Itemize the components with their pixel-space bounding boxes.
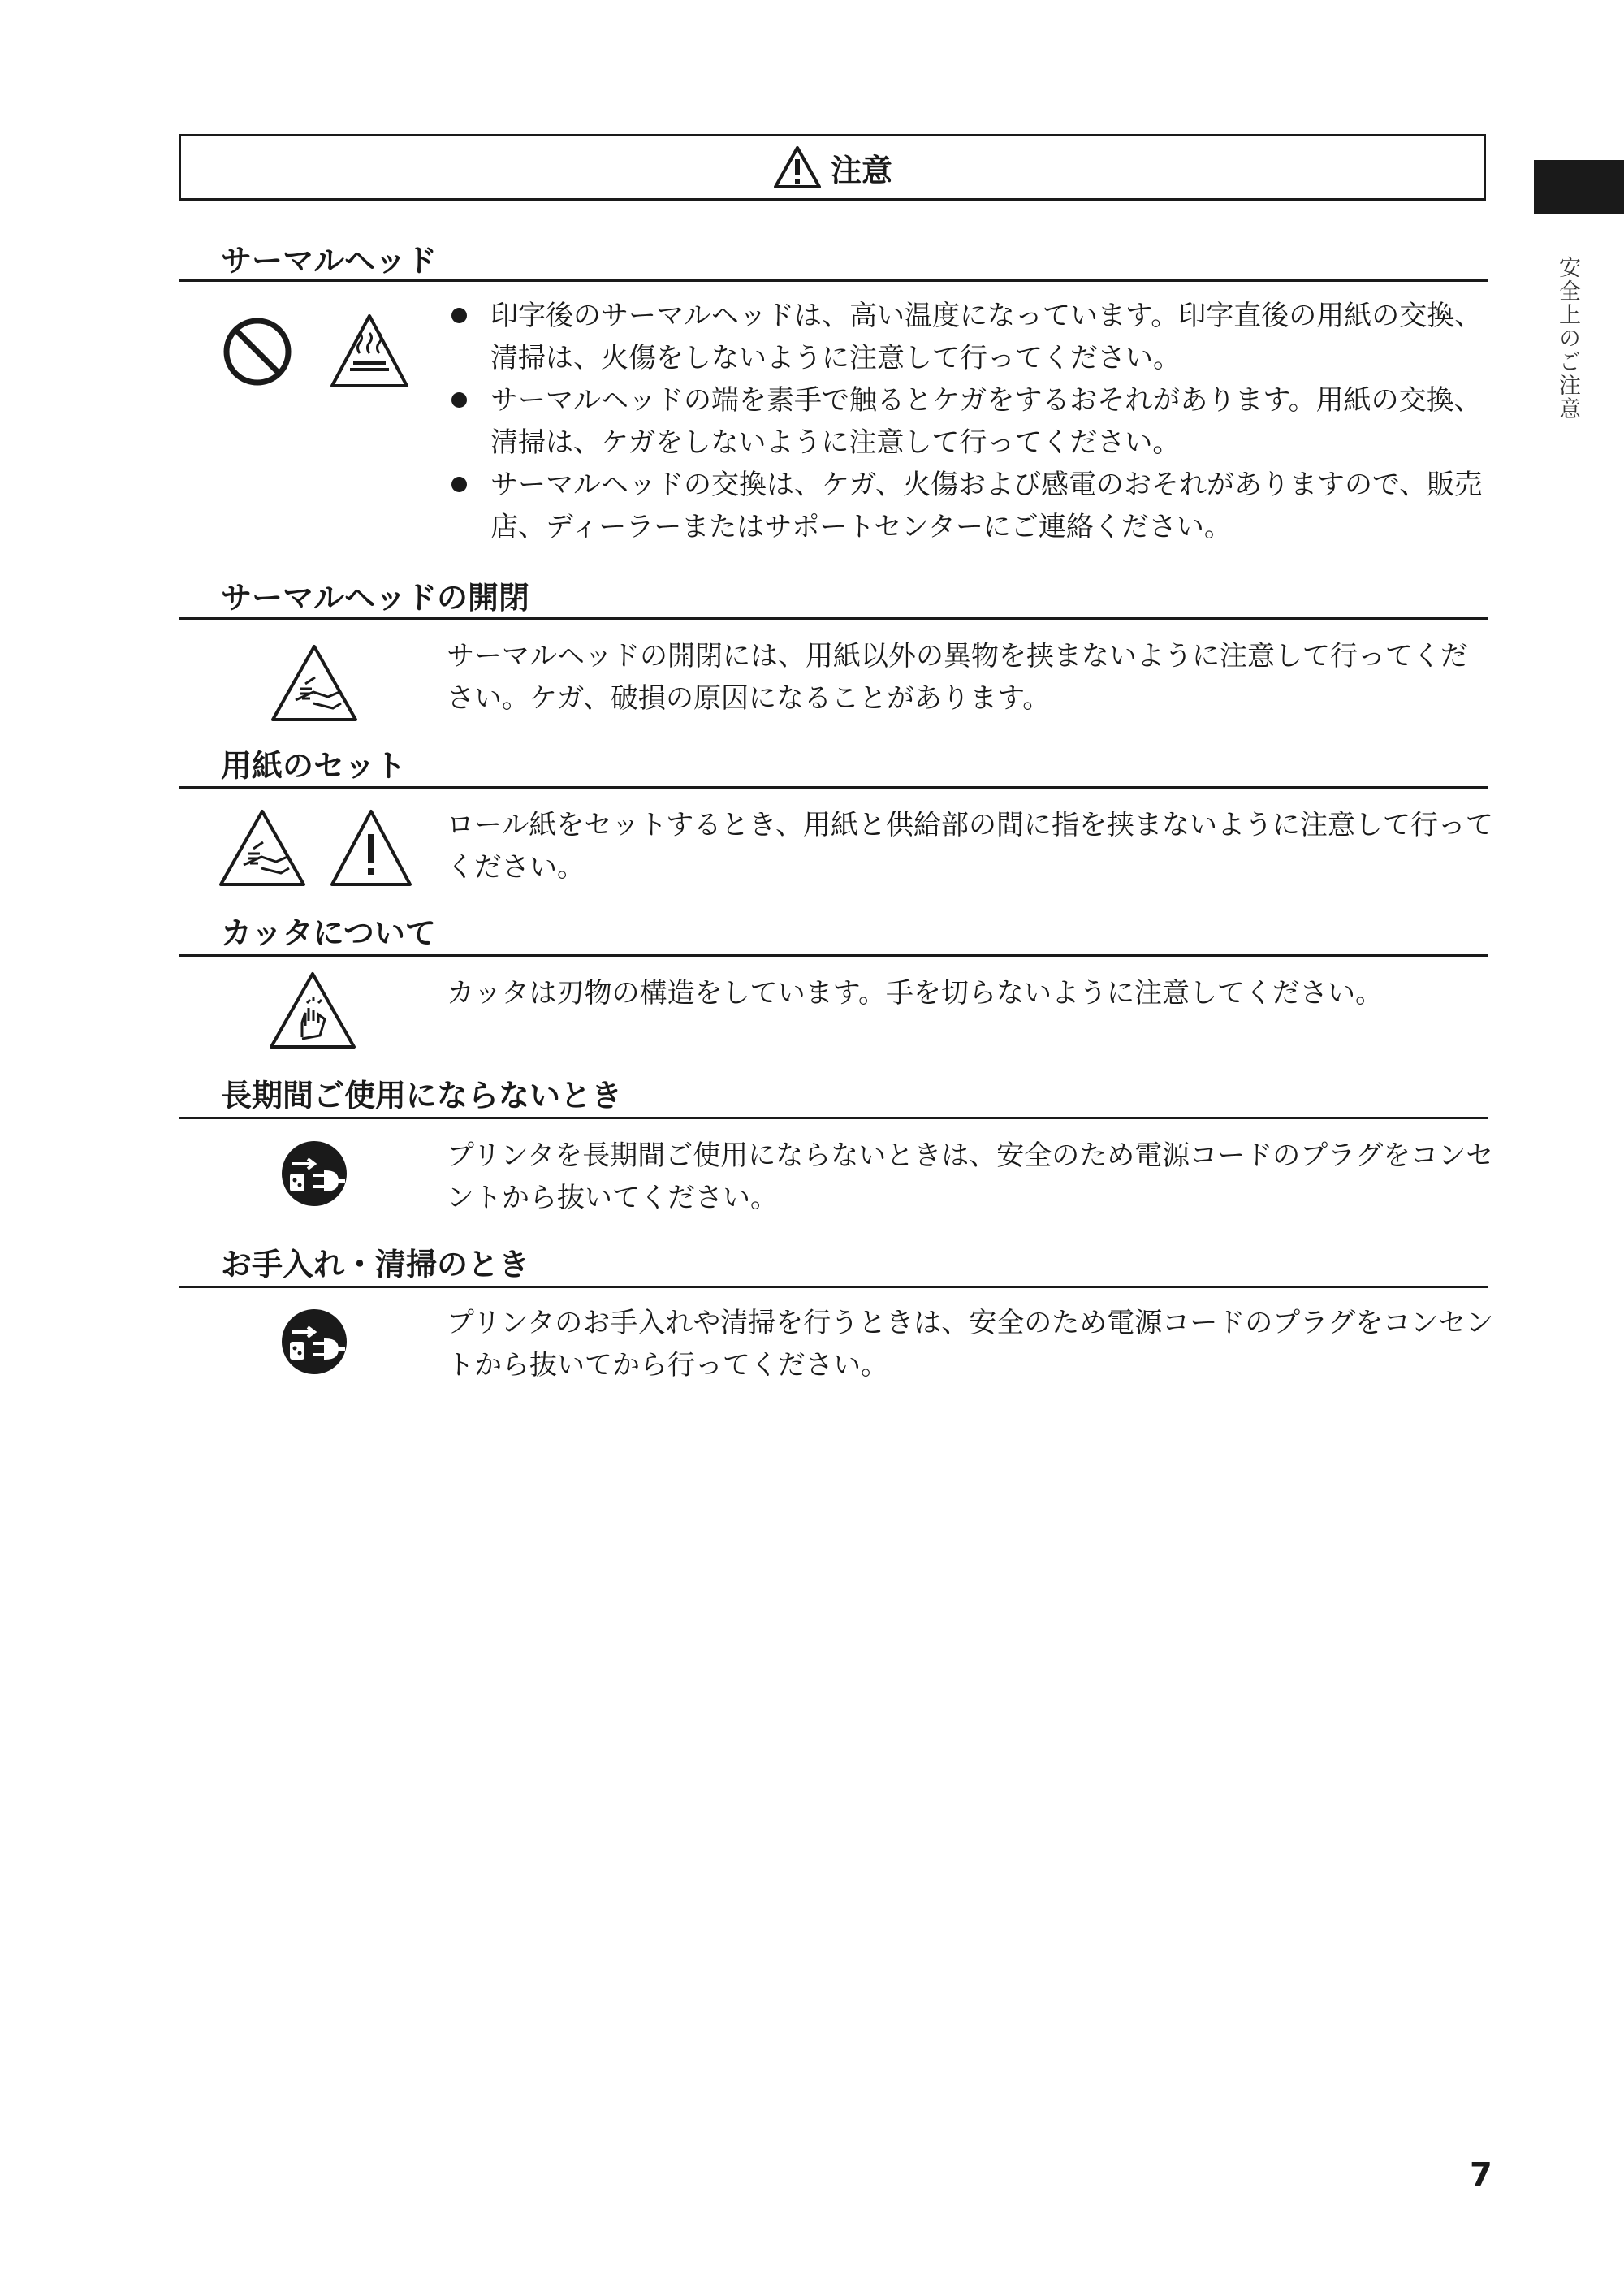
list-item: サーマルヘッドの交換は、ケガ、火傷および感電のおそれがありますので、販売店、ディーラーまたはサポートセンターにご連絡ください。	[448, 464, 1496, 548]
section-divider	[179, 617, 1488, 620]
warning-triangle-icon	[772, 145, 823, 190]
bullet-icon	[451, 308, 467, 323]
section-divider	[179, 1117, 1488, 1119]
list-item: サーマルヘッドの端を素手で触るとケガをするおそれがあります。用紙の交換、清掃は、ケガをしないように注意して行ってください。	[448, 379, 1496, 464]
section-divider	[179, 954, 1488, 957]
section-title-long-unused: 長期間ご使用にならないとき	[221, 1078, 623, 1113]
section-divider	[179, 1286, 1488, 1288]
section-divider	[179, 786, 1488, 789]
bullet-icon	[451, 392, 467, 408]
unplug-icon	[280, 1139, 349, 1209]
section-title-paper-set: 用紙のセット	[221, 748, 407, 784]
section-title-cutter: カッタについて	[221, 915, 436, 951]
long-unused-text: プリンタを長期間ご使用にならないときは、安全のため電源コードのプラグをコンセントから抜いてください。	[447, 1139, 1494, 1214]
section-title-thermal-head: サーマルヘッド	[221, 243, 438, 279]
chapter-tab	[1534, 160, 1624, 214]
thermal-head-bullet-list	[448, 295, 1496, 548]
hand-pinch-warning-icon	[218, 808, 307, 889]
unplug-icon	[280, 1308, 349, 1377]
caution-title: 注意	[830, 152, 892, 188]
page-number: 7	[1470, 2156, 1492, 2194]
hand-pinch-warning-icon	[270, 643, 359, 724]
bullet-icon	[451, 477, 467, 492]
head-open-close-text: サーマルヘッドの開閉には、用紙以外の異物を挟まないように注意して行ってください。ケガ、破損の原因になることがあります。	[447, 640, 1468, 715]
general-warning-icon	[329, 808, 413, 889]
section-title-head-open-close: サーマルヘッドの開閉	[221, 580, 530, 616]
list-item: 印字後のサーマルヘッドは、高い温度になっています。印字直後の用紙の交換、清掃は、火傷をしないように注意して行ってください。	[448, 295, 1496, 379]
hot-surface-warning-icon	[329, 313, 410, 390]
section-divider	[179, 279, 1488, 282]
cleaning-text: プリンタのお手入れや清掃を行うときは、安全のため電源コードのプラグをコンセントから抜いてから行ってください。	[447, 1307, 1494, 1381]
caution-header	[179, 134, 1486, 201]
cutter-text: カッタは刃物の構造をしています。手を切らないように注意してください。	[447, 977, 1383, 1010]
section-title-cleaning: お手入れ・清掃のとき	[221, 1247, 530, 1282]
cut-hand-warning-icon	[268, 971, 357, 1052]
paper-set-text: ロール紙をセットするとき、用紙と供給部の間に指を挟まないように注意して行ってください。	[447, 809, 1493, 884]
prohibition-icon	[221, 315, 294, 388]
chapter-label: 安全上のご注意	[1555, 256, 1580, 421]
